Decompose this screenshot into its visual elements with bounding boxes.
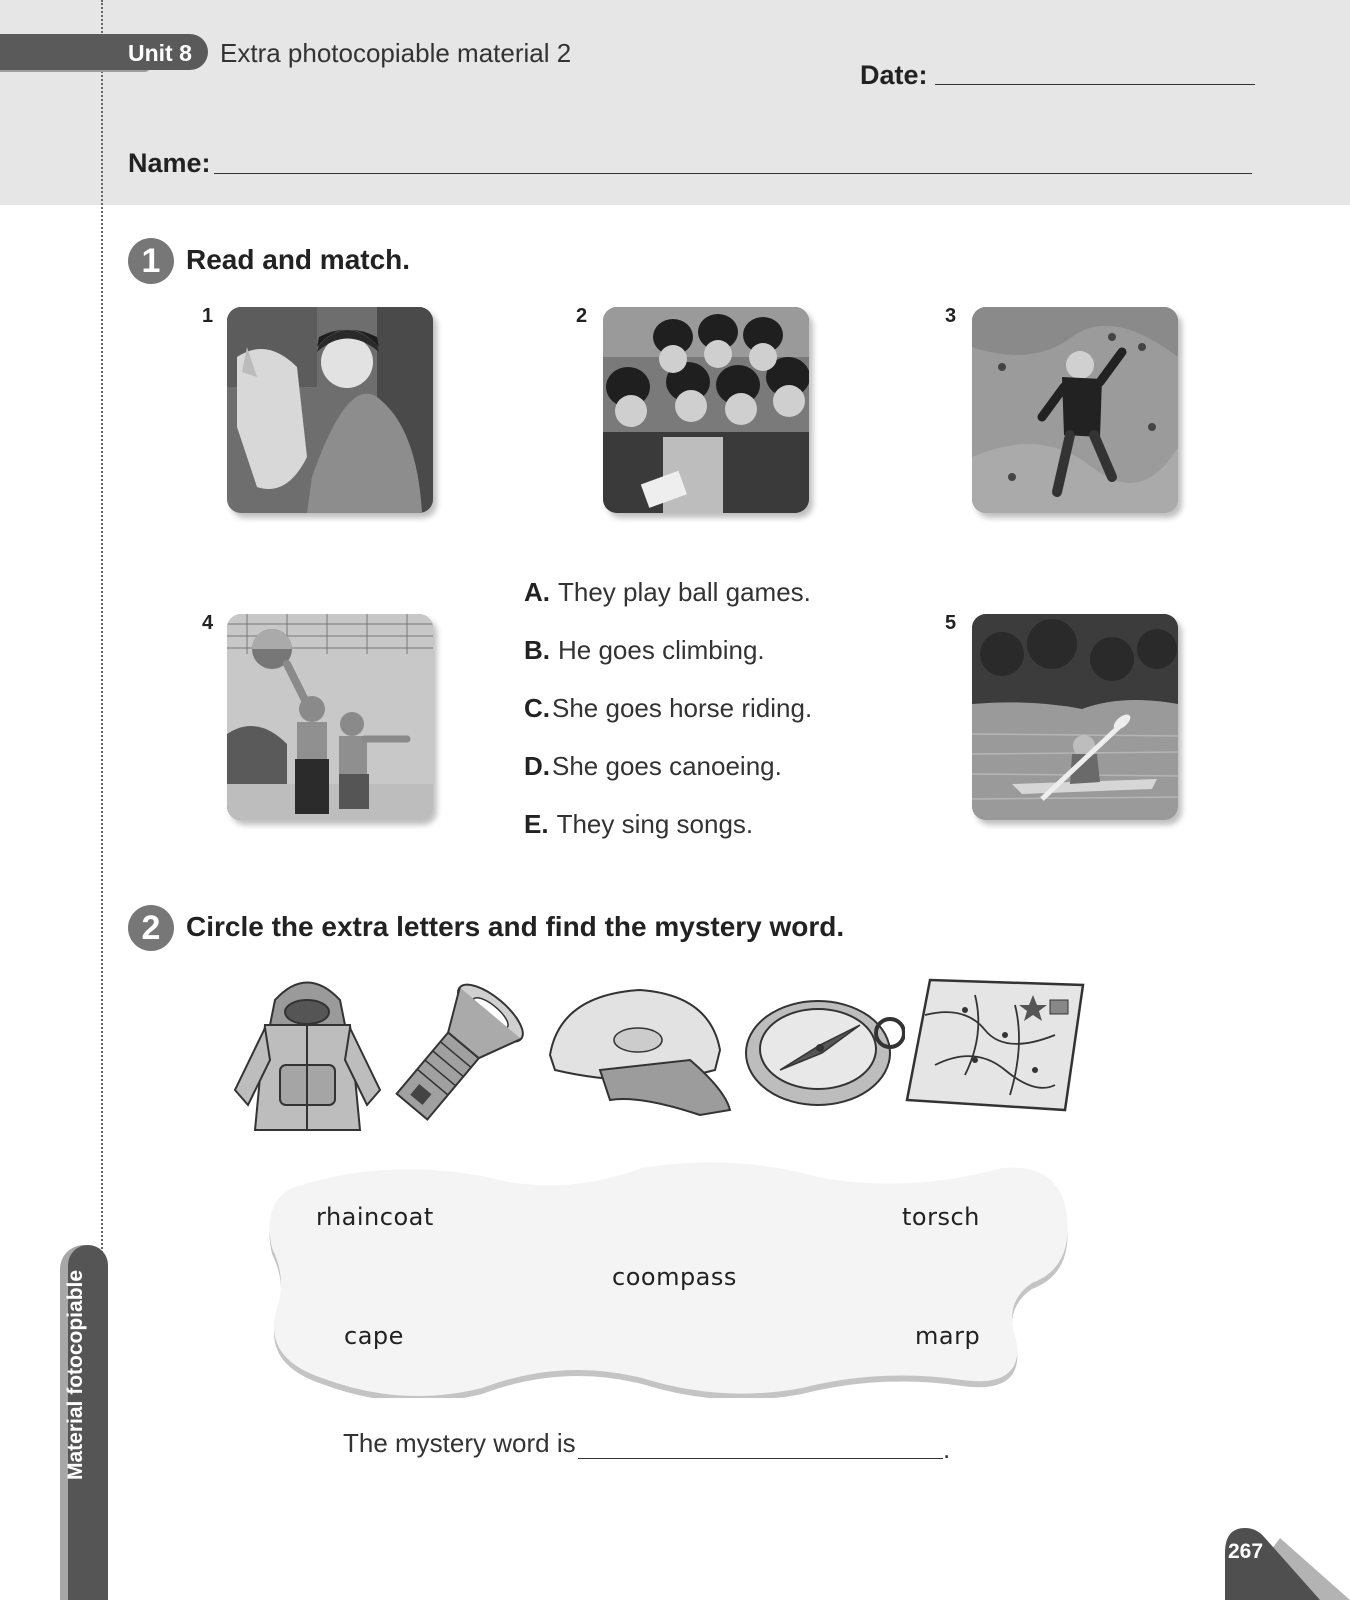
sentence-e xyxy=(524,809,753,840)
raincoat-icon xyxy=(230,970,385,1135)
sentence-letter: A. xyxy=(524,577,550,607)
mystery-label: The mystery word is xyxy=(343,1428,576,1458)
name-label: Name: xyxy=(128,148,211,178)
side-tab-label: Material fotocopiable xyxy=(64,1269,87,1480)
beach-ball-game-photo xyxy=(227,614,433,820)
sentence-text: They play ball games. xyxy=(558,577,811,607)
torch-icon xyxy=(380,973,535,1133)
picture-number-2: 2 xyxy=(576,305,588,327)
items-row xyxy=(230,965,1110,1135)
picture-number-1: 1 xyxy=(202,305,214,327)
climbing-wall-photo xyxy=(972,307,1178,513)
sentence-letter: C. xyxy=(524,693,550,723)
exercise-2-number: 2 xyxy=(128,905,174,951)
date-label: Date: xyxy=(860,60,928,90)
word-cape[interactable]: cape xyxy=(344,1322,404,1350)
sentence-text: She goes canoeing. xyxy=(552,751,782,781)
sentence-letter: D. xyxy=(524,751,550,781)
word-coompass[interactable]: coompass xyxy=(612,1263,737,1291)
word-rhaincoat[interactable]: rhaincoat xyxy=(316,1203,434,1231)
page-tab xyxy=(1225,1528,1350,1600)
children-singing-photo xyxy=(603,307,809,513)
cap-icon xyxy=(540,980,735,1125)
picture-number-4: 4 xyxy=(202,612,214,634)
unit-label: Unit 8 xyxy=(128,40,192,66)
date-field[interactable] xyxy=(935,84,1255,85)
word-torsch[interactable]: torsch xyxy=(902,1203,980,1231)
mystery-period: . xyxy=(943,1434,951,1464)
exercise-1-number: 1 xyxy=(128,238,174,284)
unit-subtitle: Extra photocopiable material 2 xyxy=(220,38,572,68)
picture-number-5: 5 xyxy=(945,612,957,634)
canoeing-photo xyxy=(972,614,1178,820)
name-field[interactable] xyxy=(214,173,1252,174)
sentence-text: They sing songs. xyxy=(556,809,754,839)
sentence-text: She goes horse riding. xyxy=(552,693,813,723)
mystery-word-field[interactable] xyxy=(578,1458,943,1459)
sentence-letter: E. xyxy=(524,809,549,839)
sentence-c xyxy=(524,693,812,724)
sentence-a xyxy=(524,577,811,608)
page-number: 267 xyxy=(1228,1540,1264,1563)
picture-number-3: 3 xyxy=(945,305,957,327)
exercise-1-title: Read and match. xyxy=(186,244,411,275)
word-marp[interactable]: marp xyxy=(915,1322,981,1350)
sentence-letter: B. xyxy=(524,635,550,665)
map-icon xyxy=(905,975,1085,1115)
girl-with-horse-photo xyxy=(227,307,433,513)
compass-icon xyxy=(740,985,905,1115)
sentence-d xyxy=(524,751,782,782)
sentence-text: He goes climbing. xyxy=(558,635,765,665)
sentence-b xyxy=(524,635,765,666)
exercise-2-title: Circle the extra letters and find the mystery word. xyxy=(186,911,845,942)
